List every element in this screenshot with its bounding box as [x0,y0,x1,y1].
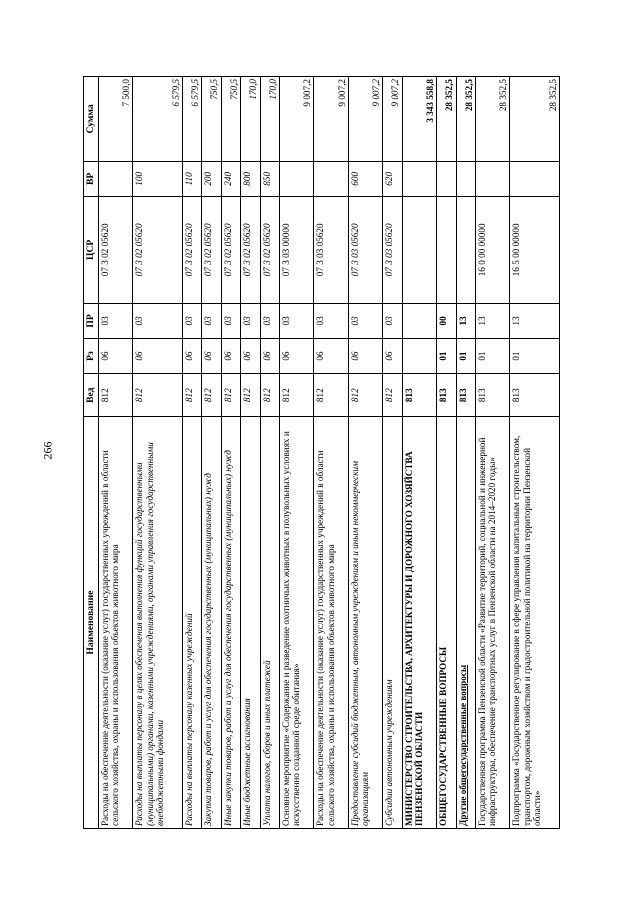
cell-vr: 800 [241,161,260,196]
cell-rz: 06 [99,338,133,373]
cell-pr: 03 [133,303,182,338]
cell-sum: 6 579,5 [133,77,182,162]
cell-ved: 812 [133,374,182,417]
header-sum: Сумма [84,77,99,162]
cell-name: Государственная программа Пензенской области «Развитие территорий, социальной и инженерной инфраструктуры, обеспечение транспортных услуг в Пензенской области на 2014–2020 годы» [475,417,509,829]
cell-pr: 03 [348,303,382,338]
cell-name: Расходы на обеспечение деятельности (оказание услуг) государственных учреждений в области сельского хозяйства, охраны и использования объектов животного мира [99,417,133,829]
cell-pr: 03 [260,303,279,338]
cell-ved: 812 [182,374,201,417]
cell-sum: 28 352,5 [475,77,509,162]
cell-ved: 813 [456,374,475,417]
table-row [241,77,260,829]
cell-sum: 170,0 [260,77,279,162]
cell-rz [402,338,436,373]
cell-csr: 07 3 02 05620 [241,196,260,303]
cell-pr: 13 [456,303,475,338]
cell-pr: 03 [202,303,221,338]
cell-rz: 06 [314,338,348,373]
cell-ved: 812 [99,374,133,417]
header-rz: Рз [84,338,99,373]
cell-sum: 28 352,5 [510,77,560,162]
cell-rz: 06 [279,338,313,373]
table-row [510,77,560,829]
cell-vr: 620 [383,161,402,196]
cell-name: Иные бюджетные ассигнования [241,417,260,829]
cell-rz: 06 [221,338,240,373]
cell-csr: 16 5 00 00000 [510,196,560,303]
table-row [99,77,133,829]
cell-csr: 16 0 00 00000 [475,196,509,303]
cell-rz: 01 [437,338,456,373]
cell-rz: 01 [510,338,560,373]
table-row [314,77,348,829]
cell-pr: 03 [279,303,313,338]
cell-rz: 06 [260,338,279,373]
cell-sum: 9 007,2 [383,77,402,162]
table-body [99,77,560,829]
cell-vr: 200 [202,161,221,196]
cell-name: Закупка товаров, работ и услуг для обеспечения государственных (муниципальных) нужд [202,417,221,829]
cell-rz: 06 [348,338,382,373]
cell-sum: 7 500,0 [99,77,133,162]
table-row [383,77,402,829]
cell-pr: 03 [314,303,348,338]
cell-pr: 03 [221,303,240,338]
cell-sum: 750,5 [202,77,221,162]
cell-name: Расходы на обеспечение деятельности (оказание услуг) государственных учреждений в области сельского хозяйства, охраны и использования объектов животного мира [314,417,348,829]
cell-ved: 812 [202,374,221,417]
page-number: 266 [40,441,55,460]
cell-rz: 06 [202,338,221,373]
cell-vr: 600 [348,161,382,196]
cell-rz: 01 [475,338,509,373]
cell-vr [279,161,313,196]
table-row [260,77,279,829]
cell-csr: 07 3 02 05620 [202,196,221,303]
table-row [279,77,313,829]
cell-name: Субсидии автономным учреждениям [383,417,402,829]
header-name: Наименование [84,417,99,829]
cell-name: Расходы на выплаты персоналу казенных учреждений [182,417,201,829]
cell-name: Расходы на выплаты персоналу в целях обеспечения выполнения функций государственными (муниципальными) органами, казенными учреждениями, органами управления государственными внебюджетными фондами [133,417,182,829]
table-row [202,77,221,829]
cell-name: Уплата налогов, сборов и иных платежей [260,417,279,829]
table-row [133,77,182,829]
cell-pr: 03 [241,303,260,338]
cell-sum: 9 007,2 [314,77,348,162]
table-container [83,76,560,829]
cell-pr: 03 [99,303,133,338]
cell-pr: 00 [437,303,456,338]
cell-vr [456,161,475,196]
cell-pr: 13 [510,303,560,338]
cell-name: Предоставление субсидий бюджетным, автономным учреждениям и иным некоммерческим организациям [348,417,382,829]
cell-ved: 812 [348,374,382,417]
cell-vr [314,161,348,196]
cell-csr [402,196,436,303]
cell-sum: 28 352,5 [456,77,475,162]
cell-sum: 3 343 558,8 [402,77,436,162]
cell-csr: 07 3 02 05620 [133,196,182,303]
table-row [437,77,456,829]
table-row [456,77,475,829]
cell-rz: 06 [133,338,182,373]
table-row [475,77,509,829]
cell-sum: 170,0 [241,77,260,162]
cell-rz: 06 [182,338,201,373]
header-csr: ЦСР [84,196,99,303]
table-row [348,77,382,829]
table-row [402,77,436,829]
cell-csr: 07 3 03 05620 [348,196,382,303]
cell-vr: 100 [133,161,182,196]
cell-sum: 6 579,5 [182,77,201,162]
cell-csr: 07 3 03 05620 [314,196,348,303]
budget-table [83,76,560,829]
cell-ved: 812 [314,374,348,417]
cell-name: Подпрограмма «Государственное регулирование в сфере управления капитальным строительством, транспортом, дорожным хозяйством и градостроительной политикой на территории Пензенской области» [510,417,560,829]
table-row [182,77,201,829]
cell-name: Другие общегосударственные вопросы [456,417,475,829]
cell-pr: 13 [475,303,509,338]
cell-vr: 850 [260,161,279,196]
cell-csr: 07 3 02 05620 [99,196,133,303]
cell-ved: 813 [510,374,560,417]
cell-vr [475,161,509,196]
cell-name: ОБЩЕГОСУДАРСТВЕННЫЕ ВОПРОСЫ [437,417,456,829]
cell-csr: 07 3 02 05620 [182,196,201,303]
cell-csr: 07 3 03 05620 [383,196,402,303]
header-vr: ВР [84,161,99,196]
cell-vr: 240 [221,161,240,196]
cell-csr: 07 3 02 05620 [221,196,240,303]
cell-ved: 813 [402,374,436,417]
cell-ved: 813 [475,374,509,417]
cell-name: МИНИСТЕРСТВО СТРОИТЕЛЬСТВА, АРХИТЕКТУРЫ И ДОРОЖНОГО ХОЗЯЙСТВА ПЕНЗЕНСКОЙ ОБЛАСТИ [402,417,436,829]
cell-ved: 812 [383,374,402,417]
cell-sum: 9 007,2 [348,77,382,162]
cell-sum: 28 352,5 [437,77,456,162]
cell-pr: 03 [383,303,402,338]
cell-pr: 03 [182,303,201,338]
cell-sum: 750,5 [221,77,240,162]
cell-csr: 07 3 03 00000 [279,196,313,303]
cell-vr [510,161,560,196]
table-header-row [84,77,99,829]
table-row [221,77,240,829]
cell-csr [456,196,475,303]
cell-ved: 812 [279,374,313,417]
cell-name: Основное мероприятие «Содержание и разведение охотничьих животных в полувольных условиях и искусственно созданной среде обитания» [279,417,313,829]
cell-ved: 813 [437,374,456,417]
cell-rz: 06 [241,338,260,373]
cell-ved: 812 [221,374,240,417]
cell-ved: 812 [241,374,260,417]
cell-vr [402,161,436,196]
cell-rz: 06 [383,338,402,373]
cell-pr [402,303,436,338]
header-ved: Вед [84,374,99,417]
cell-csr: 07 3 02 05620 [260,196,279,303]
cell-vr [437,161,456,196]
cell-vr: 110 [182,161,201,196]
cell-ved: 812 [260,374,279,417]
cell-rz: 01 [456,338,475,373]
cell-csr [437,196,456,303]
cell-vr [99,161,133,196]
cell-sum: 9 007,2 [279,77,313,162]
cell-name: Иные закупки товаров, работ и услуг для обеспечения государственных (муниципальных) нужд [221,417,240,829]
header-pr: ПР [84,303,99,338]
